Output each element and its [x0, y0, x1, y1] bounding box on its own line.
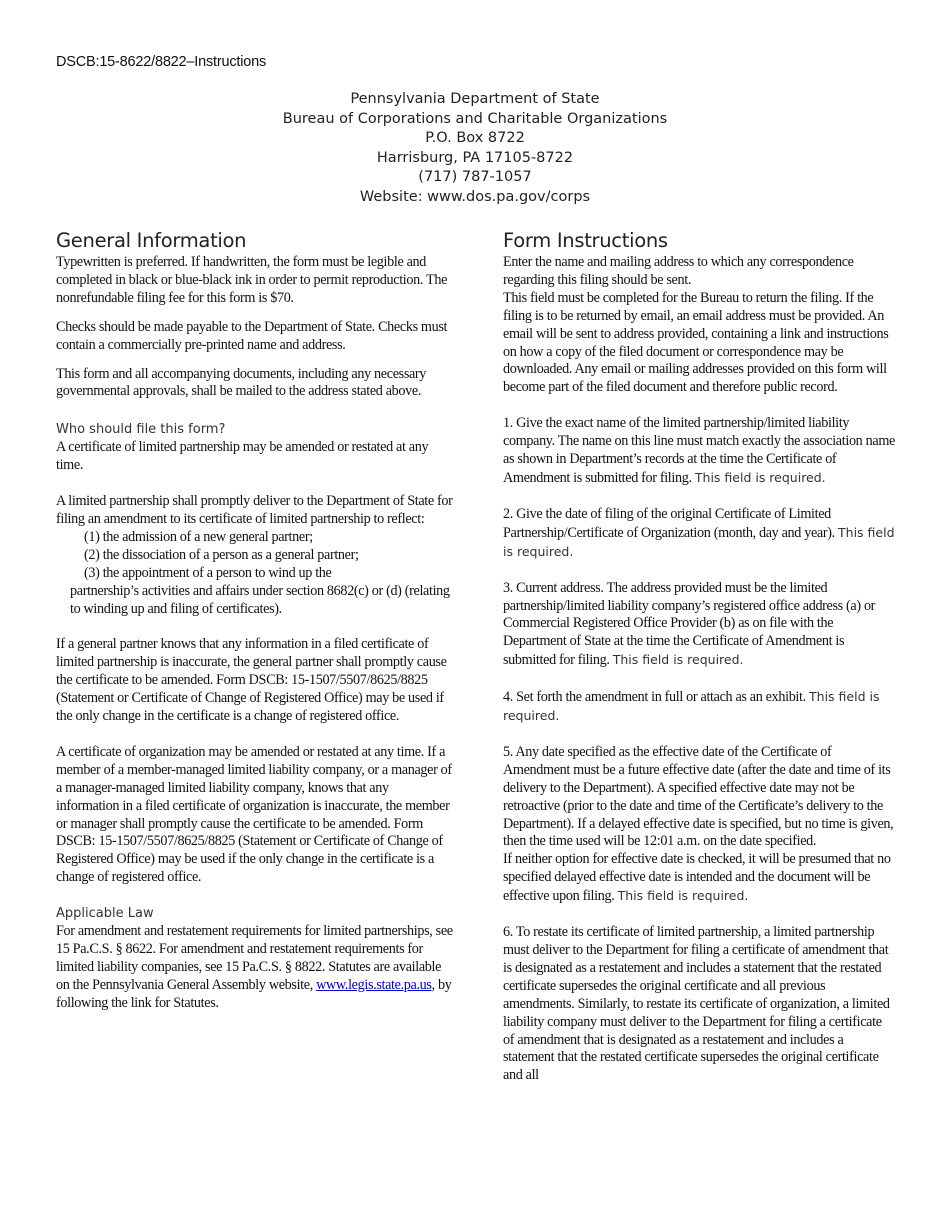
instruction-item-5-text: If neither option for effective date is checked, it will be presumed that no specified delayed effective date is intended and the document will be effective upon filing. — [503, 851, 891, 905]
general-paragraph-checks: Checks should be made payable to the Department of State. Checks must contain a commercially pre-printed name and address. — [56, 318, 448, 353]
legis-website-link[interactable]: www.legis.state.pa.us — [316, 976, 432, 993]
general-information-column — [56, 229, 454, 1013]
instruction-item-5-continued — [503, 851, 895, 906]
bureau-name: Bureau of Corporations and Charitable Organizations — [282, 110, 668, 127]
reflect-list-item-3: (3) the appointment of a person to wind up the — [84, 564, 332, 581]
applicable-law-text-end: , by following the link for Statutes. — [56, 976, 452, 1011]
required-note-1: This field is required. — [694, 469, 826, 485]
agency-header — [0, 90, 950, 208]
applicable-law-heading: Applicable Law — [56, 906, 154, 922]
instruction-item-1-text: 1. Give the exact name of the limited partnership/limited liability company. The name on this line must match exactly the association name as shown in Department’s records at the time the Certificate of Amendment is submitted for filing. — [503, 415, 895, 486]
reflect-list-item-3-continued: partnership’s activities and affairs under section 8682(c) or (d) (relating to winding up and filing of certificates). — [70, 582, 450, 617]
agency-name: Pennsylvania Department of State — [350, 91, 600, 107]
general-information-heading: General Information — [56, 229, 247, 252]
general-paragraph-typewritten: Typewritten is preferred. If handwritten, the form must be legible and completed in black or blue-black ink in order to permit reproduction. The nonrefundable filing fee for this form is $70. — [56, 254, 448, 306]
instruction-item-5: 5. Any date specified as the effective date of the Certificate of Amendment must be a future effective date (after the date and time of its delivery to the Department). A specified effective date may not be retroactive (prior to the date and time of the Certificate’s delivery to the Department). If a delayed effective date is specified, but no time is given, then the time used will be 12:01 a.m. on the date specified. — [503, 743, 894, 850]
instruction-item-2 — [503, 506, 895, 562]
applicable-law-text: For amendment and restatement requirements for limited partnerships, see 15 Pa.C.S. § 8622. For amendment and restatement requirements for limited liability companies, see 15 Pa.C.S. § 8822. Statutes are available on the Pennsylvania General Assembly website, — [56, 923, 453, 993]
instructions-intro-return: This field must be completed for the Bureau to return the filing. If the filing is to be returned by email, an email address must be provided. An email will be sent to address provided, containing a link and instructions on how a copy of the filed document or correspondence may be downloaded. Any email or mailing addresses provided on this form will become part of the filed document and therefore public record. — [503, 289, 889, 396]
instruction-item-1 — [503, 415, 895, 488]
required-note-3: This field is required. — [612, 652, 744, 668]
general-paragraph-certificate-organization: A certificate of organization may be amended or restated at any time. If a member of a member-managed limited liability company, or a manager of a manager-managed limited liability company, knows that any information in a filed certificate of organization is inaccurate, the member or manager shall promptly cause the certificate to be amended. Form DSCB: 15-1507/5507/8625/8825 (Statement or Certificate of Change of Registered Office) may be used if the only change in the certificate is a change of registered office. — [56, 743, 452, 886]
instruction-item-4-text: 4. Set forth the amendment in full or attach as an exhibit. — [503, 689, 806, 706]
instruction-item-4 — [503, 688, 895, 726]
required-note-5: This field is required. — [617, 888, 749, 904]
city-state-zip: Harrisburg, PA 17105-8722 — [376, 149, 574, 166]
required-note-2: This field is required. — [503, 524, 895, 559]
general-paragraph-amend-restate: A certificate of limited partnership may be amended or restated at any time. — [56, 439, 429, 474]
instruction-item-3-text: 3. Current address. The address provided must be the limited partnership/limited liability company’s registered office address (a) or Commercial Registered Office Provider (b) as on file with the Department of State at the time the Certificate of Amendment is submitted for filing. — [503, 579, 876, 669]
who-should-file-heading: Who should file this form? — [56, 422, 226, 438]
phone-number: (717) 787-1057 — [418, 169, 532, 186]
general-paragraph-reflect: A limited partnership shall promptly deliver to the Department of State for filing an amendment to its certificate of limited partnership to reflect: — [56, 493, 453, 527]
website: Website: www.dos.pa.gov/corps — [359, 188, 591, 205]
instructions-intro-mailing: Enter the name and mailing address to which any correspondence regarding this filing should be sent. — [503, 254, 854, 288]
general-paragraph-applicable-law — [56, 923, 454, 1013]
instruction-item-6: 6. To restate its certificate of limited partnership, a limited partnership must deliver to the Department for filing a certificate of amendment that is designated as a restatement and includes a statement that the restated certificate supersedes the original certificate and all previous amendments. Similarly, to restate its certificate of organization, a limited liability company must deliver to the Department for filing a certificate of amendment that is designated as a restatement and includes a statement that the restated certificate supersedes the original certificate and all — [503, 924, 890, 1084]
form-instructions-column — [503, 229, 895, 1085]
reflect-list-item-2: (2) the dissociation of a person as a general partner; — [84, 546, 359, 563]
po-box: P.O. Box 8722 — [425, 130, 525, 147]
instruction-item-3 — [503, 580, 895, 671]
instruction-item-2-text: 2. Give the date of filing of the original Certificate of Limited Partnership/Certificate of Organization (month, day and year). — [503, 505, 835, 541]
general-paragraph-mailing: This form and all accompanying documents, including any necessary governmental approvals, shall be mailed to the address stated above. — [56, 365, 427, 400]
general-paragraph-inaccurate-lp: If a general partner knows that any information in a filed certificate of limited partnership is inaccurate, the general partner shall promptly cause the certificate to be amended. Form DSCB: 15-1507/5507/8625/8825 (Statement or Certificate of Change of Registered Office) may be used if the only change in the certificate is a change of registered office. — [56, 636, 447, 725]
required-note-4: This field is required. — [503, 689, 880, 724]
form-instructions-heading: Form Instructions — [503, 229, 668, 252]
reflect-list-item-1: (1) the admission of a new general partner; — [84, 528, 313, 545]
document-id: DSCB:15-8622/8822–Instructions — [56, 54, 267, 70]
